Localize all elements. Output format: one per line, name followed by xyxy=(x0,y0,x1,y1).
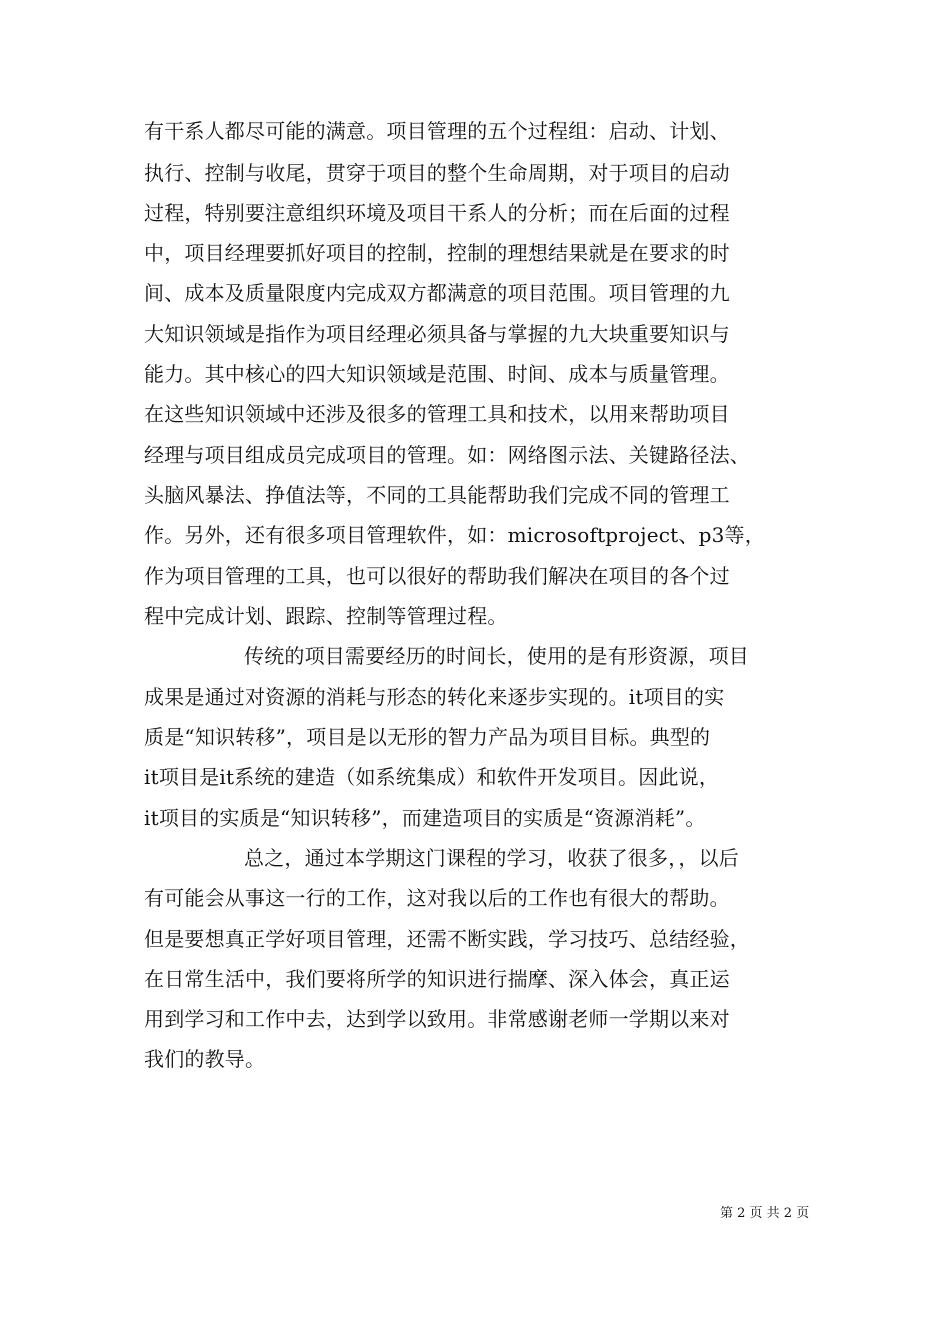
text-line: 作为项目管理的工具，也可以很好的帮助我们解决在项目的各个过 xyxy=(144,564,730,588)
text-line: 能力。其中核心的四大知识领域是范围、时间、成本与质量管理。 xyxy=(144,362,730,386)
text-line: 有可能会从事这一行的工作，这对我以后的工作也有很大的帮助。 xyxy=(144,886,730,910)
text-line: 有干系人都尽可能的满意。项目管理的五个过程组：启动、计划、 xyxy=(144,119,730,143)
page-number-footer: 第 2 页 共 2 页 xyxy=(720,1206,810,1221)
text-line: 中，项目经理要抓好项目的控制，控制的理想结果就是在要求的时 xyxy=(144,241,730,265)
text-line: 质是“知识转移”，项目是以无形的智力产品为项目目标。典型的 xyxy=(144,725,711,749)
text-line: 用到学习和工作中去，达到学以致用。非常感谢老师一学期以来对 xyxy=(144,1007,730,1031)
text-line: 总之，通过本学期这门课程的学习，收获了很多，，以后 xyxy=(244,846,739,870)
text-line: 成果是通过对资源的消耗与形态的转化来逐步实现的。it项目的实 xyxy=(144,685,725,709)
text-line: 在日常生活中，我们要将所学的知识进行揣摩、深入体会，真正运 xyxy=(144,967,730,991)
text-line: 程中完成计划、跟踪、控制等管理过程。 xyxy=(144,604,508,628)
text-line: 间、成本及质量限度内完成双方都满意的项目范围。项目管理的九 xyxy=(144,281,730,305)
text-line: 执行、控制与收尾，贯穿于项目的整个生命周期，对于项目的启动 xyxy=(144,161,730,185)
text-line: 经理与项目组成员完成项目的管理。如：网络图示法、关键路径法、 xyxy=(144,443,750,467)
text-line: 过程，特别要注意组织环境及项目干系人的分析；而在后面的过程 xyxy=(144,201,730,225)
text-line: 传统的项目需要经历的时间长，使用的是有形资源，项目 xyxy=(244,644,749,668)
text-line: 作。另外，还有很多项目管理软件，如：microsoftproject、p3等， xyxy=(144,523,765,547)
text-line: it项目的实质是“知识转移”，而建造项目的实质是“资源消耗”。 xyxy=(144,806,706,830)
text-line: 我们的教导。 xyxy=(144,1047,266,1071)
text-line: 大知识领域是指作为项目经理必须具备与掌握的九大块重要知识与 xyxy=(144,322,730,346)
text-line: 但是要想真正学好项目管理，还需不断实践，学习技巧、总结经验， xyxy=(144,927,750,951)
text-line: 在这些知识领域中还涉及很多的管理工具和技术，以用来帮助项目 xyxy=(144,402,730,426)
text-line: it项目是it系统的建造（如系统集成）和软件开发项目。因此说， xyxy=(144,765,720,789)
text-line: 头脑风暴法、挣值法等，不同的工具能帮助我们完成不同的管理工 xyxy=(144,483,730,507)
